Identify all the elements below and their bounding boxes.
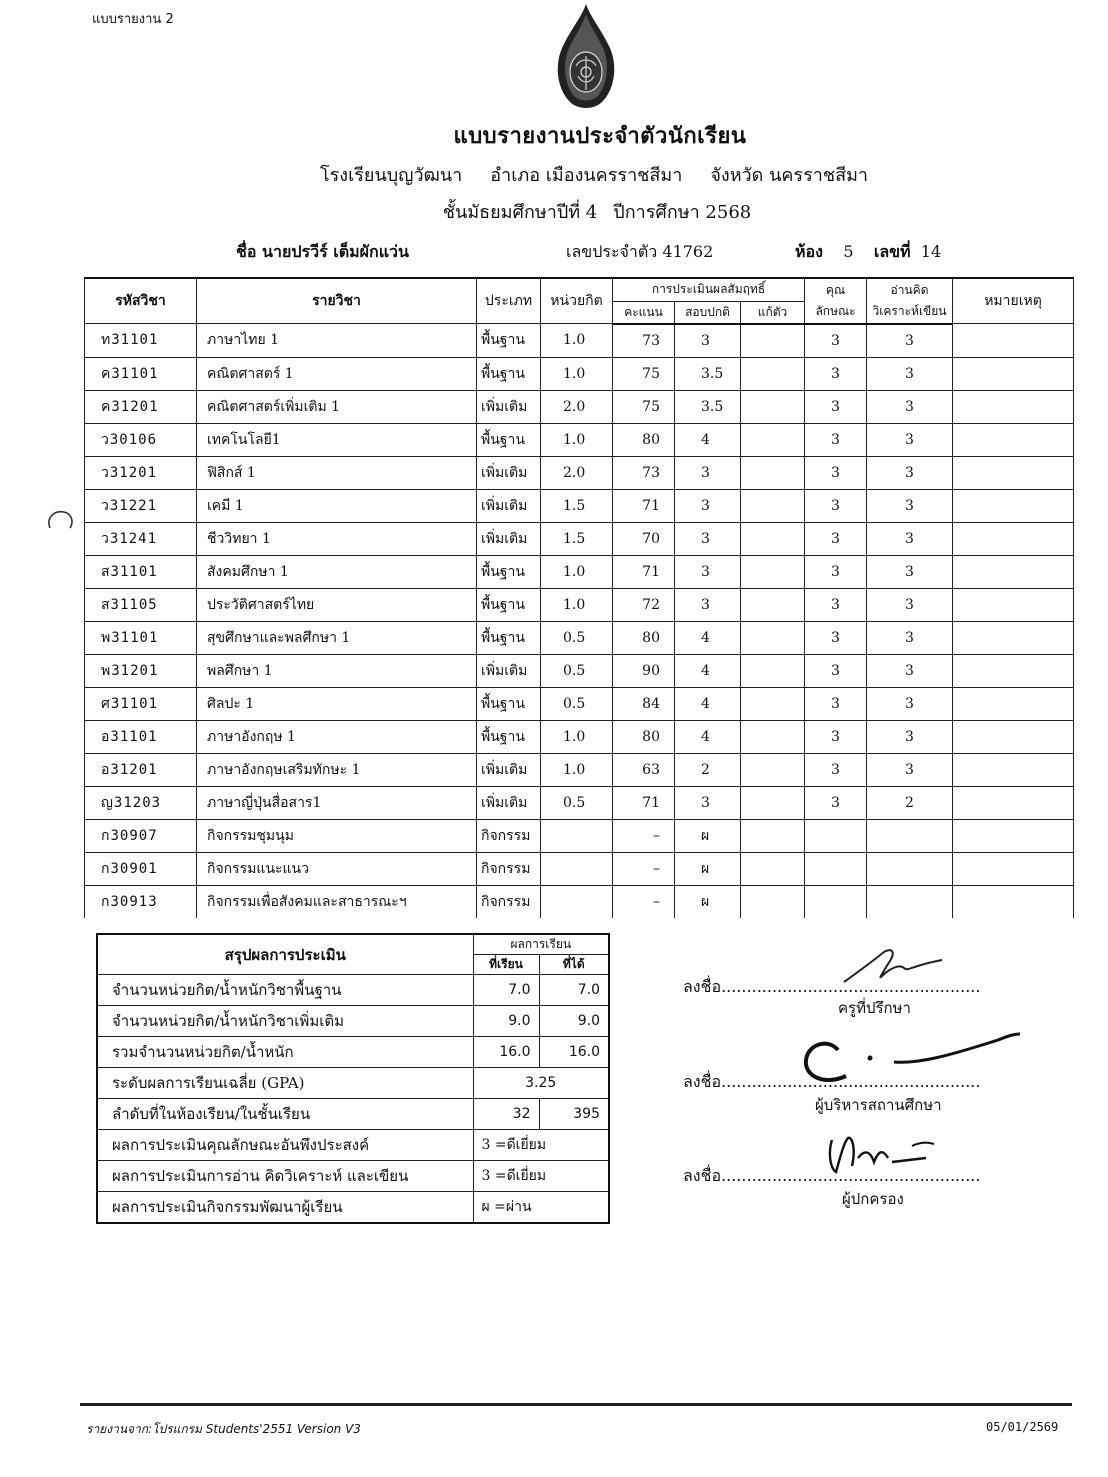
cell-remark xyxy=(953,654,1074,687)
cell-read: 3 xyxy=(867,720,953,753)
cell-code: ว31201 xyxy=(85,456,197,489)
cell-subject: ศิลปะ 1 xyxy=(197,687,477,720)
cell-remark xyxy=(953,390,1074,423)
cell-score: 75 xyxy=(613,390,675,423)
header-achievement: การประเมินผลสัมฤทธิ์ xyxy=(613,278,805,301)
cell-subject: ประวัติศาสตร์ไทย xyxy=(197,588,477,621)
cell-subject: พลศึกษา 1 xyxy=(197,654,477,687)
header-reading-bottom: วิเคราะห์เขียน xyxy=(867,301,953,323)
cell-code: ค31201 xyxy=(85,390,197,423)
cell-subject: กิจกรรมเพื่อสังคมและสาธารณะฯ xyxy=(197,885,477,918)
cell-retake xyxy=(741,852,805,885)
header-credit: หน่วยกิต xyxy=(541,278,613,324)
cell-normal: 3 xyxy=(675,489,741,522)
cell-retake xyxy=(741,522,805,555)
cell-remark xyxy=(953,852,1074,885)
cell-credit: 1.5 xyxy=(541,489,613,522)
table-row xyxy=(85,786,1074,819)
cell-code: พ31101 xyxy=(85,621,197,654)
summary-value: 9.0 xyxy=(539,1006,609,1037)
cell-type: เพิ่มเติม xyxy=(477,654,541,687)
cell-retake xyxy=(741,423,805,456)
summary-label: ผลการประเมินคุณลักษณะอันพึงประสงค์ xyxy=(97,1130,473,1161)
cell-type: เพิ่มเติม xyxy=(477,786,541,819)
cell-score: 80 xyxy=(613,621,675,654)
province: จังหวัด นครราชสีมา xyxy=(710,165,869,186)
cell-normal: 3 xyxy=(675,786,741,819)
cell-score: 80 xyxy=(613,423,675,456)
cell-type: พื้นฐาน xyxy=(477,588,541,621)
cell-retake xyxy=(741,489,805,522)
cell-subject: ภาษาอังกฤษเสริมทักษะ 1 xyxy=(197,753,477,786)
school-seal-logo xyxy=(552,2,620,116)
cell-score: 90 xyxy=(613,654,675,687)
table-row xyxy=(85,588,1074,621)
cell-code: ก30901 xyxy=(85,852,197,885)
academic-year: ปีการศึกษา 2568 xyxy=(613,202,752,223)
cell-remark xyxy=(953,489,1074,522)
director-role: ผู้บริหารสถานศึกษา xyxy=(815,1096,942,1114)
header-remark: หมายเหตุ xyxy=(953,278,1074,324)
cell-code: อ31201 xyxy=(85,753,197,786)
cell-read: 3 xyxy=(867,456,953,489)
cell-code: ว31221 xyxy=(85,489,197,522)
cell-normal: 4 xyxy=(675,621,741,654)
cell-score: 80 xyxy=(613,720,675,753)
cell-type: เพิ่มเติม xyxy=(477,522,541,555)
cell-read xyxy=(867,852,953,885)
rank-class-value: 32 xyxy=(473,1099,539,1130)
cell-code: ส31101 xyxy=(85,555,197,588)
cell-normal: 4 xyxy=(675,423,741,456)
summary-label: จำนวนหน่วยกิต/น้ำหนักวิชาพื้นฐาน xyxy=(97,975,473,1006)
cell-remark xyxy=(953,687,1074,720)
cell-credit: 2.0 xyxy=(541,456,613,489)
cell-normal: 4 xyxy=(675,720,741,753)
cell-read: 3 xyxy=(867,687,953,720)
margin-mark xyxy=(44,508,76,532)
cell-retake xyxy=(741,390,805,423)
cell-credit xyxy=(541,885,613,918)
header-type: ประเภท xyxy=(477,278,541,324)
cell-remark xyxy=(953,423,1074,456)
cell-remark xyxy=(953,522,1074,555)
cell-char: 3 xyxy=(805,489,867,522)
cell-char: 3 xyxy=(805,390,867,423)
table-row xyxy=(85,654,1074,687)
cell-type: เพิ่มเติม xyxy=(477,390,541,423)
cell-read: 3 xyxy=(867,621,953,654)
cell-remark xyxy=(953,456,1074,489)
summary-label: ผลการประเมินการอ่าน คิดวิเคราะห์ และเขียน xyxy=(97,1161,473,1192)
header-reading-top: อ่านคิด xyxy=(867,278,953,301)
cell-char: 3 xyxy=(805,753,867,786)
advisor-sign-line: ลงชื่อ................................................... xyxy=(683,977,981,996)
form-code: แบบรายงาน 2 xyxy=(92,12,174,27)
table-row xyxy=(85,357,1074,390)
cell-read: 3 xyxy=(867,423,953,456)
cell-retake xyxy=(741,357,805,390)
table-row xyxy=(85,687,1074,720)
cell-char: 3 xyxy=(805,786,867,819)
grade-level: ชั้นมัธยมศึกษาปีที่ 4 xyxy=(442,202,598,223)
cell-remark xyxy=(953,555,1074,588)
summary-table xyxy=(96,933,610,1224)
cell-code: พ31201 xyxy=(85,654,197,687)
table-row xyxy=(85,753,1074,786)
table-row xyxy=(85,390,1074,423)
summary-value: ผ =ผ่าน xyxy=(473,1192,609,1224)
cell-type: เพิ่มเติม xyxy=(477,489,541,522)
cell-remark xyxy=(953,786,1074,819)
cell-type: พื้นฐาน xyxy=(477,687,541,720)
cell-type: พื้นฐาน xyxy=(477,324,541,358)
cell-credit: 2.0 xyxy=(541,390,613,423)
cell-code: ก30913 xyxy=(85,885,197,918)
cell-remark xyxy=(953,819,1074,852)
cell-subject: ภาษาญี่ปุ่นสื่อสาร1 xyxy=(197,786,477,819)
cell-normal: ผ xyxy=(675,852,741,885)
header-character-top: คุณ xyxy=(805,278,867,301)
cell-subject: ฟิสิกส์ 1 xyxy=(197,456,477,489)
cell-code: ว30106 xyxy=(85,423,197,456)
cell-score: 71 xyxy=(613,555,675,588)
cell-remark xyxy=(953,588,1074,621)
table-row xyxy=(85,489,1074,522)
cell-normal: ผ xyxy=(675,885,741,918)
cell-subject: เทคโนโลยี1 xyxy=(197,423,477,456)
student-name: ชื่อ นายปรวีร์ เต็มผักแว่น xyxy=(236,242,409,261)
cell-credit: 1.0 xyxy=(541,423,613,456)
district: อำเภอ เมืองนครราชสีมา xyxy=(490,165,683,186)
cell-credit: 0.5 xyxy=(541,786,613,819)
summary-col-earned: ที่ได้ xyxy=(539,955,609,975)
cell-code: อ31101 xyxy=(85,720,197,753)
cell-score: – xyxy=(613,819,675,852)
cell-normal: ผ xyxy=(675,819,741,852)
table-row xyxy=(85,324,1074,358)
summary-row-total xyxy=(97,1037,609,1068)
summary-value: 16.0 xyxy=(539,1037,609,1068)
cell-normal: 3 xyxy=(675,588,741,621)
cell-subject: กิจกรรมแนะแนว xyxy=(197,852,477,885)
cell-type: พื้นฐาน xyxy=(477,357,541,390)
cell-type: เพิ่มเติม xyxy=(477,456,541,489)
cell-char xyxy=(805,819,867,852)
cell-credit: 1.0 xyxy=(541,324,613,358)
table-row xyxy=(85,456,1074,489)
cell-subject: สังคมศึกษา 1 xyxy=(197,555,477,588)
header-code: รหัสวิชา xyxy=(85,278,197,324)
table-row xyxy=(85,621,1074,654)
cell-normal: 4 xyxy=(675,654,741,687)
cell-char: 3 xyxy=(805,588,867,621)
footer-divider xyxy=(80,1403,1072,1406)
cell-remark xyxy=(953,753,1074,786)
header-subject: รายวิชา xyxy=(197,278,477,324)
cell-credit: 1.0 xyxy=(541,588,613,621)
cell-subject: กิจกรรมชุมนุม xyxy=(197,819,477,852)
cell-read: 3 xyxy=(867,753,953,786)
summary-value: 7.0 xyxy=(539,975,609,1006)
cell-credit: 0.5 xyxy=(541,654,613,687)
cell-credit: 1.0 xyxy=(541,357,613,390)
school-line xyxy=(0,160,1108,189)
footer-date: 05/01/2569 xyxy=(986,1420,1059,1434)
cell-credit: 1.0 xyxy=(541,720,613,753)
cell-score: 73 xyxy=(613,456,675,489)
advisor-role: ครูที่ปรึกษา xyxy=(838,999,911,1017)
cell-retake xyxy=(741,687,805,720)
cell-subject: เคมี 1 xyxy=(197,489,477,522)
report-title: แบบรายงานประจำตัวนักเรียน xyxy=(453,123,747,149)
summary-label: ลำดับที่ในห้องเรียน/ในชั้นเรียน xyxy=(97,1099,473,1130)
header-score: คะแนน xyxy=(613,301,675,323)
cell-score: – xyxy=(613,852,675,885)
table-row xyxy=(85,720,1074,753)
cell-read: 3 xyxy=(867,357,953,390)
cell-subject: คณิตศาสตร์เพิ่มเติม 1 xyxy=(197,390,477,423)
grade-line xyxy=(0,197,1108,226)
cell-read: 3 xyxy=(867,588,953,621)
table-row xyxy=(85,522,1074,555)
cell-type: กิจกรรม xyxy=(477,885,541,918)
summary-result-header: ผลการเรียน xyxy=(473,934,609,955)
cell-type: กิจกรรม xyxy=(477,819,541,852)
cell-read: 2 xyxy=(867,786,953,819)
summary-row-rank xyxy=(97,1099,609,1130)
summary-label: รวมจำนวนหน่วยกิต/น้ำหนัก xyxy=(97,1037,473,1068)
cell-read: 3 xyxy=(867,390,953,423)
summary-row-basic xyxy=(97,975,609,1006)
cell-retake xyxy=(741,588,805,621)
cell-retake xyxy=(741,786,805,819)
summary-label: ระดับผลการเรียนเฉลี่ย (GPA) xyxy=(97,1068,473,1099)
cell-read: 3 xyxy=(867,324,953,358)
cell-char: 3 xyxy=(805,522,867,555)
cell-char xyxy=(805,852,867,885)
summary-col-registered: ที่เรียน xyxy=(473,955,539,975)
cell-code: ส31105 xyxy=(85,588,197,621)
gpa-value: 3.25 xyxy=(473,1068,609,1099)
table-row xyxy=(85,555,1074,588)
footer-source: รายงานจาก:โปรแกรม Students'2551 Version V3 xyxy=(86,1422,361,1436)
cell-score: 84 xyxy=(613,687,675,720)
cell-read: 3 xyxy=(867,654,953,687)
cell-subject: คณิตศาสตร์ 1 xyxy=(197,357,477,390)
cell-subject: ภาษาไทย 1 xyxy=(197,324,477,358)
cell-char: 3 xyxy=(805,687,867,720)
cell-score: 71 xyxy=(613,489,675,522)
cell-subject: ชีววิทยา 1 xyxy=(197,522,477,555)
cell-normal: 2 xyxy=(675,753,741,786)
table-row xyxy=(85,885,1074,918)
summary-label: จำนวนหน่วยกิต/น้ำหนักวิชาเพิ่มเติม xyxy=(97,1006,473,1037)
cell-retake xyxy=(741,720,805,753)
cell-normal: 4 xyxy=(675,687,741,720)
cell-normal: 3 xyxy=(675,555,741,588)
room-number: ห้อง 5 เลขที่ 14 xyxy=(795,242,942,261)
cell-retake xyxy=(741,753,805,786)
cell-char: 3 xyxy=(805,654,867,687)
parent-role: ผู้ปกครอง xyxy=(842,1190,904,1208)
cell-retake xyxy=(741,819,805,852)
cell-score: 72 xyxy=(613,588,675,621)
cell-type: เพิ่มเติม xyxy=(477,753,541,786)
cell-credit: 1.0 xyxy=(541,753,613,786)
cell-char: 3 xyxy=(805,423,867,456)
cell-score: 73 xyxy=(613,324,675,358)
cell-score: 71 xyxy=(613,786,675,819)
cell-normal: 3 xyxy=(675,456,741,489)
summary-row-additional xyxy=(97,1006,609,1037)
cell-type: พื้นฐาน xyxy=(477,555,541,588)
cell-score: – xyxy=(613,885,675,918)
rank-grade-value: 395 xyxy=(539,1099,609,1130)
cell-retake xyxy=(741,555,805,588)
cell-read: 3 xyxy=(867,522,953,555)
cell-read: 3 xyxy=(867,555,953,588)
parent-sign-line: ลงชื่อ................................................... xyxy=(683,1166,981,1185)
cell-code: ญ31203 xyxy=(85,786,197,819)
student-id: เลขประจำตัว 41762 xyxy=(566,242,714,261)
cell-code: ศ31101 xyxy=(85,687,197,720)
cell-score: 70 xyxy=(613,522,675,555)
cell-code: ค31101 xyxy=(85,357,197,390)
cell-score: 63 xyxy=(613,753,675,786)
cell-credit: 0.5 xyxy=(541,687,613,720)
cell-retake xyxy=(741,324,805,358)
cell-normal: 3.5 xyxy=(675,357,741,390)
cell-subject: ภาษาอังกฤษ 1 xyxy=(197,720,477,753)
grades-table xyxy=(84,277,1074,918)
cell-credit: 0.5 xyxy=(541,621,613,654)
summary-value: 16.0 xyxy=(473,1037,539,1068)
table-row xyxy=(85,852,1074,885)
advisor-signature xyxy=(838,942,948,990)
school-name: โรงเรียนบุญวัฒนา xyxy=(319,165,463,186)
director-sign-line: ลงชื่อ................................................... xyxy=(683,1072,981,1091)
cell-normal: 3.5 xyxy=(675,390,741,423)
cell-char: 3 xyxy=(805,324,867,358)
summary-value: 3 =ดีเยี่ยม xyxy=(473,1161,609,1192)
cell-retake xyxy=(741,621,805,654)
cell-credit: 1.0 xyxy=(541,555,613,588)
cell-char: 3 xyxy=(805,456,867,489)
director-signature xyxy=(798,1030,1028,1094)
cell-code: ว31241 xyxy=(85,522,197,555)
cell-retake xyxy=(741,456,805,489)
cell-char: 3 xyxy=(805,720,867,753)
cell-type: พื้นฐาน xyxy=(477,720,541,753)
parent-signature xyxy=(822,1128,942,1178)
cell-code: ท31101 xyxy=(85,324,197,358)
cell-remark xyxy=(953,720,1074,753)
cell-read: 3 xyxy=(867,489,953,522)
cell-code: ก30907 xyxy=(85,819,197,852)
summary-row-gpa xyxy=(97,1068,609,1099)
summary-row-activity xyxy=(97,1192,609,1224)
summary-title: สรุปผลการประเมิน xyxy=(97,934,473,975)
summary-row-character xyxy=(97,1130,609,1161)
cell-type: กิจกรรม xyxy=(477,852,541,885)
cell-credit xyxy=(541,819,613,852)
cell-score: 75 xyxy=(613,357,675,390)
cell-read xyxy=(867,819,953,852)
cell-type: พื้นฐาน xyxy=(477,621,541,654)
cell-retake xyxy=(741,654,805,687)
cell-remark xyxy=(953,621,1074,654)
cell-normal: 3 xyxy=(675,324,741,358)
cell-retake xyxy=(741,885,805,918)
table-row xyxy=(85,819,1074,852)
cell-char: 3 xyxy=(805,357,867,390)
summary-value: 7.0 xyxy=(473,975,539,1006)
cell-credit xyxy=(541,852,613,885)
cell-subject: สุขศึกษาและพลศึกษา 1 xyxy=(197,621,477,654)
cell-normal: 3 xyxy=(675,522,741,555)
header-retake: แก้ตัว xyxy=(741,301,805,323)
summary-value: 9.0 xyxy=(473,1006,539,1037)
cell-char: 3 xyxy=(805,621,867,654)
cell-char xyxy=(805,885,867,918)
summary-row-reading xyxy=(97,1161,609,1192)
summary-value: 3 =ดีเยี่ยม xyxy=(473,1130,609,1161)
cell-type: พื้นฐาน xyxy=(477,423,541,456)
header-character-bottom: ลักษณะ xyxy=(805,301,867,323)
table-row xyxy=(85,423,1074,456)
summary-label: ผลการประเมินกิจกรรมพัฒนาผู้เรียน xyxy=(97,1192,473,1224)
cell-remark xyxy=(953,357,1074,390)
cell-remark xyxy=(953,324,1074,358)
header-normal-exam: สอบปกติ xyxy=(675,301,741,323)
cell-char: 3 xyxy=(805,555,867,588)
cell-credit: 1.5 xyxy=(541,522,613,555)
cell-read xyxy=(867,885,953,918)
cell-remark xyxy=(953,885,1074,918)
